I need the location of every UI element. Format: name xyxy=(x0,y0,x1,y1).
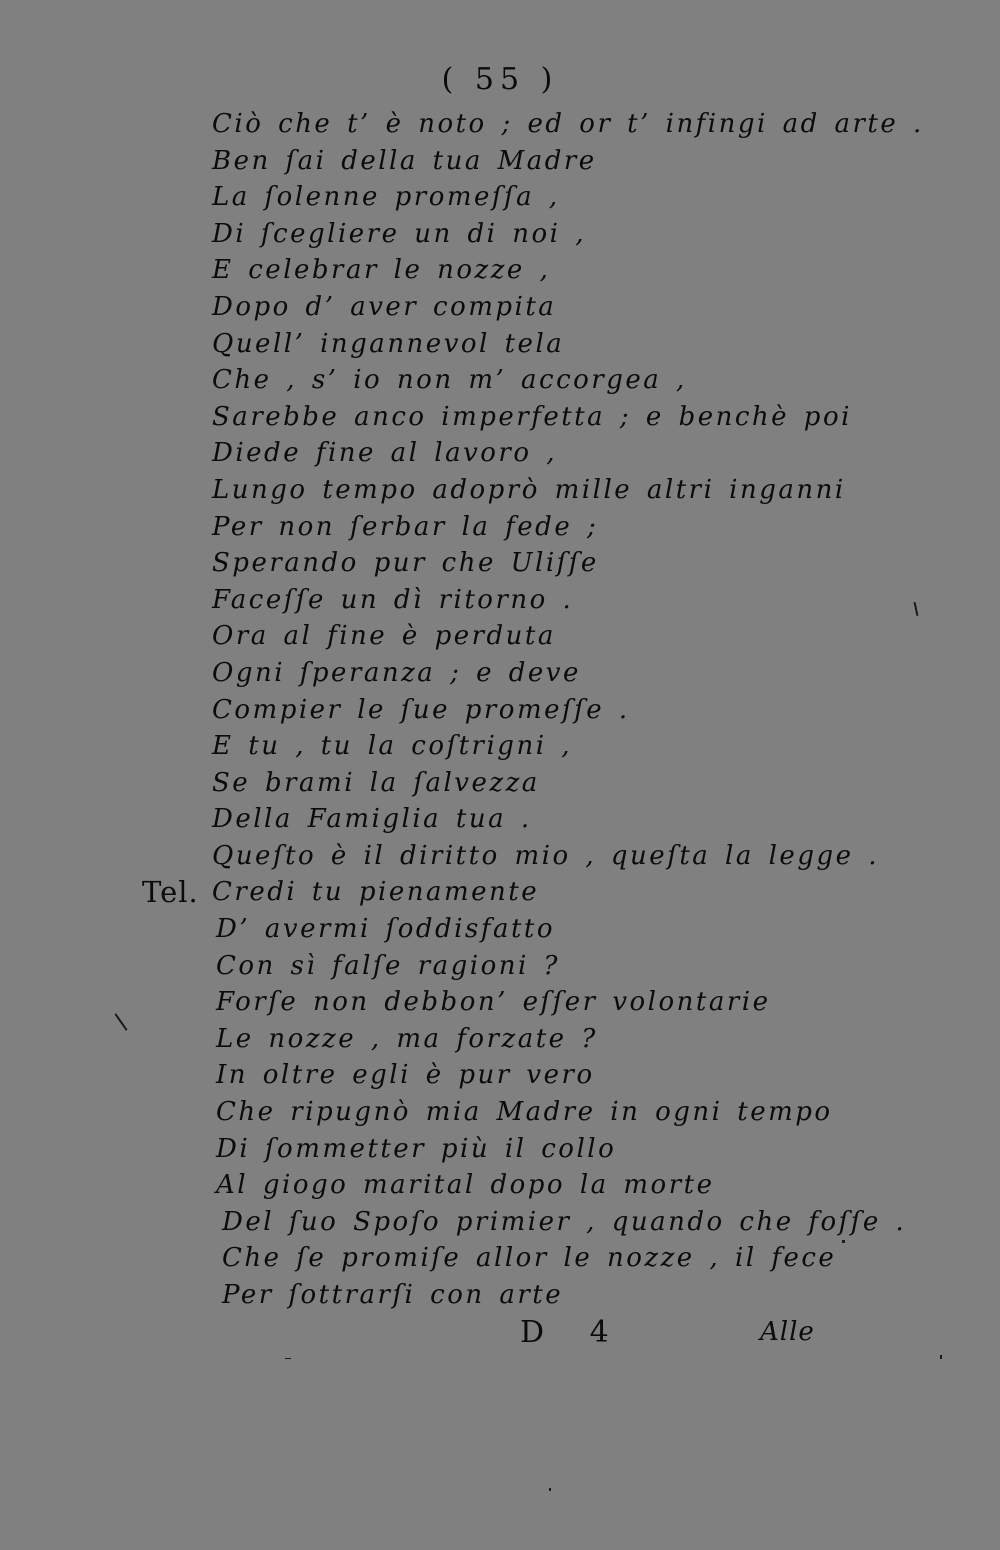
scan-speck xyxy=(285,1358,291,1359)
verse-line xyxy=(0,655,1000,692)
verse-line xyxy=(0,326,1000,363)
verse-block xyxy=(0,106,1000,1314)
verse-line xyxy=(0,399,1000,436)
catchword: Alle xyxy=(760,1317,815,1347)
verse-line xyxy=(0,1240,1000,1277)
verse-text: Compier le ſue promeſſe . xyxy=(212,694,630,725)
verse-line xyxy=(0,911,1000,948)
verse-text: Per ſottrarſi con arte xyxy=(222,1280,564,1310)
verse-line xyxy=(0,1021,1000,1058)
verse-text: Ciò che t’ è noto ; ed or t’ infingi ad arte . xyxy=(212,109,924,139)
verse-text: In oltre egli è pur vero xyxy=(216,1060,595,1091)
verse-line xyxy=(0,1277,1000,1314)
verse-line xyxy=(0,143,1000,180)
verse-text: Ogni ſperanza ; e deve xyxy=(212,657,581,688)
verse-line xyxy=(0,509,1000,546)
verse-line xyxy=(0,289,1000,326)
verse-text: Che ripugnò mia Madre in ogni tempo xyxy=(216,1097,833,1128)
verse-text: Le nozze , ma forzate ? xyxy=(216,1023,598,1054)
verse-line xyxy=(0,618,1000,655)
verse-text: Ora al fine è perduta xyxy=(212,621,556,652)
verse-line xyxy=(0,801,1000,838)
verse-text: Dopo d’ aver compita xyxy=(212,291,557,322)
verse-text: Lungo tempo adoprò mille altri inganni xyxy=(212,474,846,505)
verse-line xyxy=(0,216,1000,253)
verse-text: E celebrar le nozze , xyxy=(212,255,551,286)
scan-speck xyxy=(940,1355,942,1359)
verse-text: Con sì falſe ragioni ? xyxy=(216,950,560,981)
verse-text: Per non ſerbar la fede ; xyxy=(212,511,599,542)
verse-text: Ben ſai della tua Madre xyxy=(212,145,597,176)
verse-text: Sarebbe anco imperfetta ; e benchè poi xyxy=(212,401,852,432)
verse-text: Forſe non debbon’ eſſer volontarie xyxy=(216,987,771,1018)
verse-line xyxy=(0,362,1000,399)
verse-text: Credi tu pienamente xyxy=(212,877,540,908)
verse-text: Del ſuo Spoſo primier , quando che foſſe . xyxy=(222,1206,907,1237)
verse-text: Che , s’ io non m’ accorgea , xyxy=(212,365,687,396)
scan-speck xyxy=(549,1488,551,1491)
verse-text: Quell’ ingannevol tela xyxy=(212,328,565,359)
verse-line xyxy=(0,106,1000,143)
verse-line xyxy=(0,1057,1000,1094)
verse-line xyxy=(0,984,1000,1021)
scan-speck xyxy=(842,1240,845,1243)
verse-line-speaker xyxy=(0,874,1000,911)
verse-line xyxy=(0,582,1000,619)
verse-line xyxy=(0,1094,1000,1131)
verse-line xyxy=(0,545,1000,582)
verse-text: La ſolenne promeſſa , xyxy=(212,182,560,213)
speaker-label: Tel. xyxy=(142,875,199,910)
verse-line xyxy=(0,765,1000,802)
verse-text: D’ avermi ſoddisfatto xyxy=(216,914,556,945)
page-footer xyxy=(0,1315,1000,1355)
verse-text: Che ſe promiſe allor le nozze , il fece xyxy=(222,1243,837,1274)
verse-line xyxy=(0,435,1000,472)
verse-line xyxy=(0,838,1000,875)
verse-line xyxy=(0,472,1000,509)
verse-text: Se brami la ſalvezza xyxy=(212,767,540,798)
verse-text: Faceſſe un dì ritorno . xyxy=(212,584,574,615)
verse-text: E tu , tu la coſtrigni , xyxy=(212,731,573,762)
verse-line xyxy=(0,1131,1000,1168)
verse-text: Della Famiglia tua . xyxy=(212,804,532,835)
verse-text: Diede fine al lavoro , xyxy=(212,438,558,469)
verse-line xyxy=(0,252,1000,289)
verse-text: Al giogo marital dopo la morte xyxy=(216,1170,715,1201)
page-number: ( 55 ) xyxy=(441,62,559,97)
verse-line xyxy=(0,1167,1000,1204)
verse-text: Sperando pur che Uliſſe xyxy=(212,548,599,579)
verse-line xyxy=(0,179,1000,216)
verse-line xyxy=(0,728,1000,765)
verse-line xyxy=(0,692,1000,729)
verse-text: Di ſcegliere un di noi , xyxy=(212,218,586,249)
verse-line xyxy=(0,948,1000,985)
signature-mark: D 4 xyxy=(520,1315,627,1350)
verse-text: Queſto è il diritto mio , queſta la legge . xyxy=(212,840,880,871)
verse-text: Di ſommetter più il collo xyxy=(216,1133,617,1164)
verse-line xyxy=(0,1204,1000,1241)
